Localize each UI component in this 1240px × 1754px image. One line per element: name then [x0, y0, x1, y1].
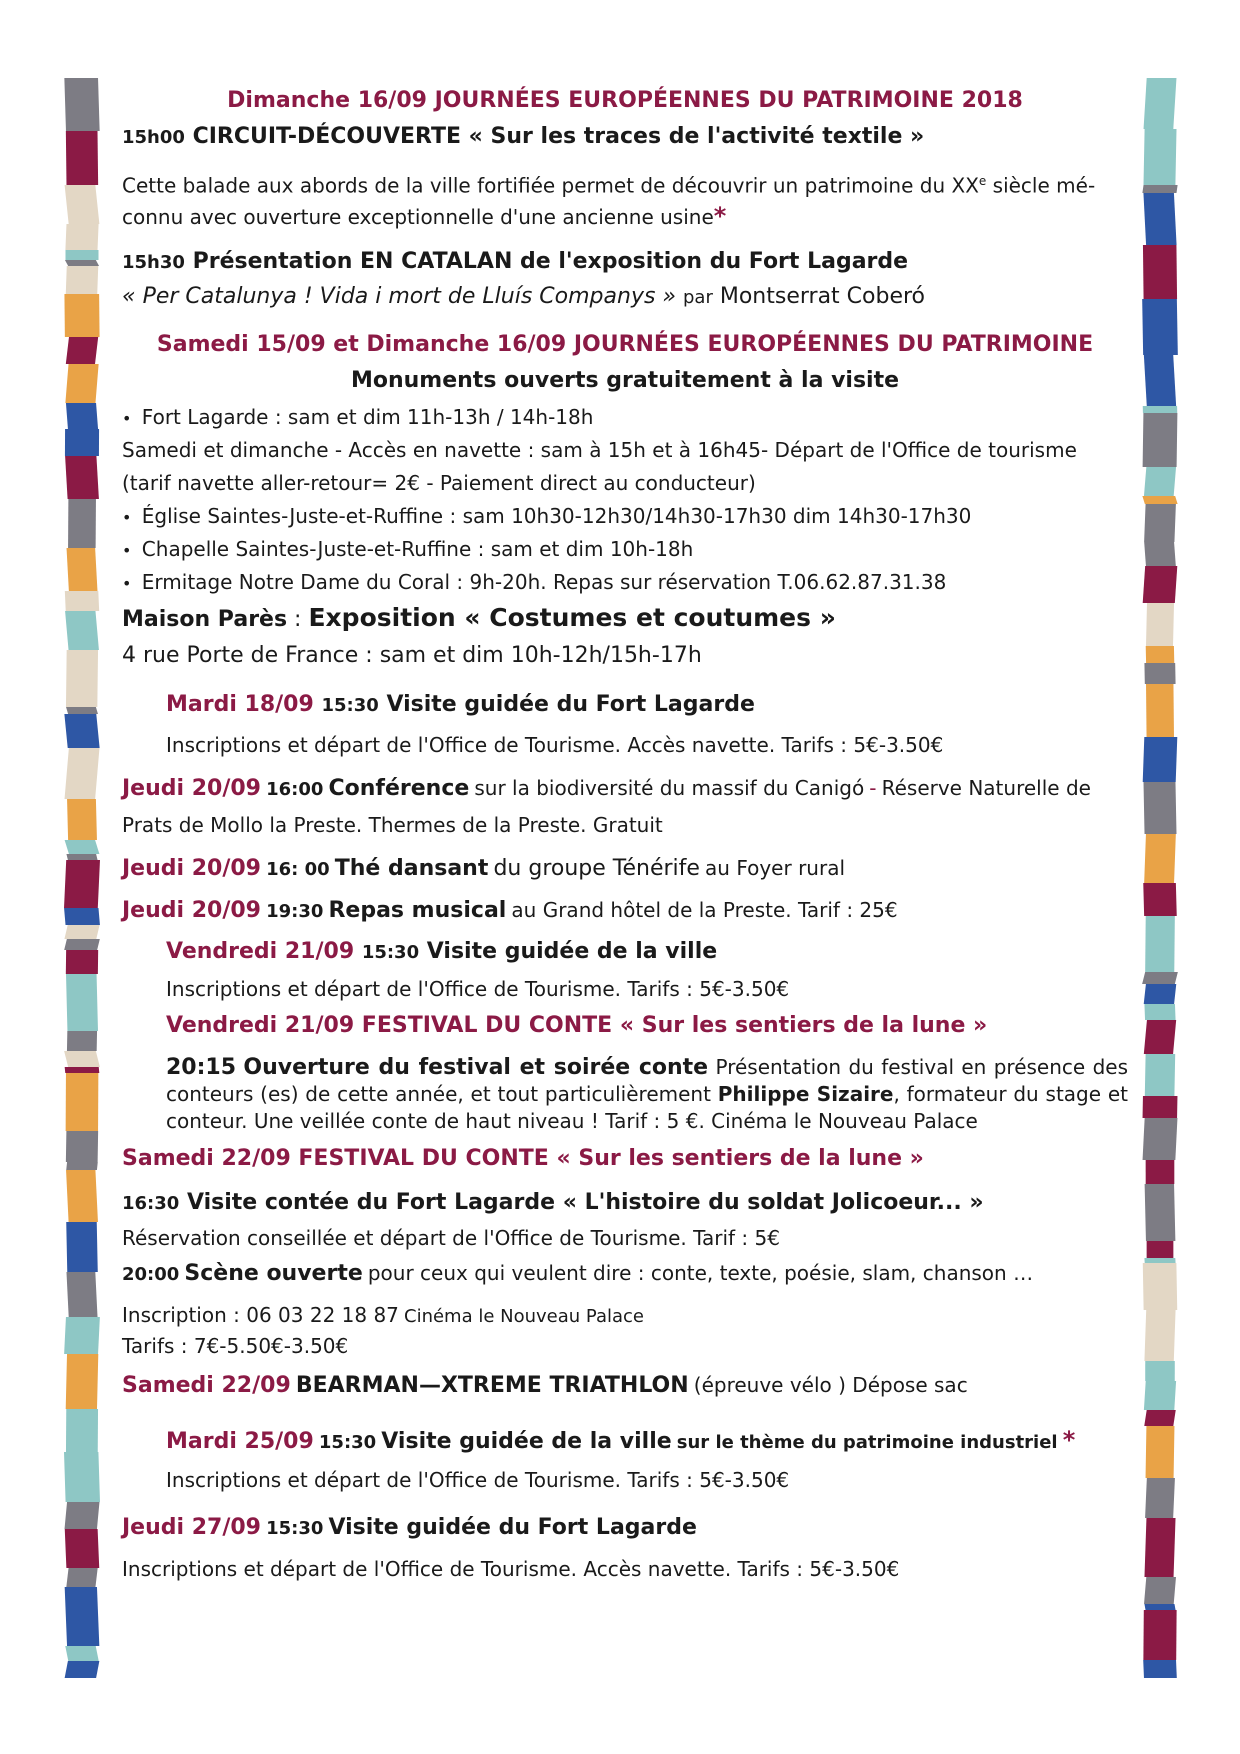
- event-date: Jeudi 27/09: [122, 1514, 261, 1540]
- event-time: 20:00: [122, 1263, 180, 1285]
- stripe-band: [65, 1661, 100, 1678]
- stripe-band: [66, 403, 98, 429]
- event-title-text: Visite guidée du Fort Lagarde: [386, 691, 755, 717]
- section-heading: Samedi 15/09 et Dimanche 16/09 JOURNÉES EUROPÉENNES DU PATRIMOINE: [156, 331, 1094, 357]
- stripe-band: [1144, 1604, 1175, 1610]
- stripe-band: [1147, 1241, 1174, 1258]
- event-info: Inscriptions et départ de l'Office de Tourisme. Accès navette. Tarifs : 5€-3.50€: [122, 1556, 900, 1581]
- event-description: sur le thème du patrimoine industriel: [676, 1431, 1058, 1453]
- stripe-band: [66, 1222, 98, 1272]
- event-title: [166, 1417, 1128, 1463]
- stripe-band: [65, 611, 99, 650]
- stripe-band: [66, 1409, 98, 1452]
- stripe-band: [64, 78, 99, 131]
- stripe-band: [1144, 1310, 1175, 1361]
- stripe-band: [66, 854, 97, 860]
- section-heading: Dimanche 16/09 JOURNÉES EUROPÉENNES DU PATRIMOINE 2018: [227, 88, 1023, 113]
- right-decorative-border: [1140, 78, 1180, 1678]
- stripe-band: [65, 591, 99, 611]
- list-item-text: Fort Lagarde : sam et dim 11h-13h / 14h-18h: [141, 404, 594, 429]
- bullet-icon: •: [122, 408, 132, 428]
- stripe-band: [1143, 883, 1176, 916]
- event-title-text: Visite guidée du Fort Lagarde: [328, 1514, 697, 1540]
- stripe-band: [1142, 496, 1177, 504]
- event-title-text: Thé dansant: [334, 855, 489, 881]
- event-mardi-25: [122, 1417, 1128, 1497]
- stripe-band: [1144, 1381, 1176, 1410]
- event-time: 16: 00: [266, 858, 330, 880]
- stripe-band: [1144, 1518, 1175, 1577]
- description-text: connu avec ouverture exceptionnelle d'une ancienne usine: [122, 204, 714, 229]
- stripe-band: [65, 1502, 100, 1529]
- event-subtitle: [122, 280, 1128, 314]
- event-description: [122, 156, 1128, 232]
- stripe-band: [1143, 406, 1177, 413]
- stripe-band: [1145, 1478, 1175, 1518]
- list-item: [122, 566, 1128, 598]
- event-title-text: Visite contée du Fort Lagarde « L'histoire du soldat Jolicoeur... »: [186, 1189, 984, 1215]
- left-decorative-border: [62, 78, 102, 1678]
- stripe-band: [1143, 566, 1178, 603]
- stripe-band: [66, 266, 98, 294]
- event-description: Prats de Mollo la Preste. Thermes de la Preste. Gratuit: [122, 812, 663, 837]
- event-jeudi-27: [122, 1507, 1128, 1589]
- event-time: 15:30: [361, 941, 420, 963]
- stripe-band: [1142, 299, 1178, 355]
- event-title: [122, 890, 1128, 930]
- event-title-text: Repas musical: [328, 897, 507, 923]
- by-label: par: [683, 286, 713, 308]
- stripe-band: [1143, 1660, 1177, 1678]
- event-jeudi-20-repas: [122, 890, 1128, 930]
- work-title: « Per Catalunya ! Vida i mort de Lluís Companys »: [122, 283, 676, 309]
- event-description: , formateur du stage et conteur. Une veillée conte de haut niveau ! Tarif : 5 €. Cinéma le Nouveau Palace: [166, 1081, 1128, 1133]
- event-info: Réservation conseillée et départ de l'Office de Tourisme. Tarif : 5€: [122, 1225, 780, 1250]
- stripe-band: [1146, 684, 1174, 737]
- stripe-band: [66, 337, 98, 364]
- stripe-band: [66, 1162, 98, 1170]
- left-stripe-svg: [62, 78, 102, 1678]
- exhibition-name: Exposition « Costumes et coutumes »: [308, 602, 836, 632]
- event-time: 16:00: [266, 778, 324, 800]
- stripe-band: [65, 260, 99, 266]
- stripe-band: [1143, 193, 1176, 245]
- stripe-band: [1144, 504, 1176, 542]
- stripe-band: [65, 1646, 98, 1661]
- event-time: 15:30: [318, 1431, 377, 1453]
- event-samedi-22-triathlon: [122, 1365, 1128, 1405]
- event-title-text: CIRCUIT-DÉCOUVERTE « Sur les traces de l'activité textile »: [192, 124, 925, 149]
- event-title-text: Ouverture du festival et soirée conte: [243, 1054, 709, 1080]
- right-stripe-svg: [1140, 78, 1180, 1678]
- stripe-band: [64, 714, 99, 748]
- stripe-band: [1143, 737, 1178, 782]
- stripe-band: [65, 1067, 100, 1073]
- festival-heading: Samedi 22/09 FESTIVAL DU CONTE « Sur les sentiers de la lune »: [122, 1145, 924, 1171]
- event-title: [166, 932, 1128, 972]
- event-date: Jeudi 20/09: [122, 855, 261, 881]
- stripe-band: [64, 1051, 100, 1067]
- event-mardi-18: [122, 686, 1128, 766]
- stripe-band: [65, 1529, 99, 1568]
- description-text: siècle mé-: [986, 173, 1096, 198]
- list-item: [122, 533, 1128, 566]
- event-info: [122, 1299, 1128, 1331]
- stripe-band: [1144, 1258, 1175, 1263]
- stripe-band: [66, 650, 98, 707]
- heritage-days-sunday-section: [122, 84, 1128, 314]
- event-program: [122, 84, 1128, 1589]
- stripe-band: [65, 748, 100, 799]
- event-jeudi-20-conference: [122, 768, 1128, 842]
- stripe-band: [1144, 542, 1176, 566]
- event-jeudi-20-the-dansant: [122, 848, 1128, 888]
- stripe-band: [64, 939, 100, 950]
- event-title-text: Scène ouverte: [184, 1260, 363, 1286]
- list-item: [122, 500, 1128, 533]
- event-time: 15:30: [266, 1517, 324, 1539]
- stripe-band: [67, 1031, 97, 1051]
- stripe-band: [1144, 834, 1176, 883]
- stripe-band: [1144, 467, 1176, 496]
- stripe-band: [1142, 972, 1178, 984]
- stripe-band: [66, 1568, 97, 1587]
- stripe-band: [1145, 916, 1175, 972]
- stripe-band: [64, 908, 100, 925]
- stripe-band: [1144, 78, 1177, 129]
- event-title: [166, 686, 1128, 724]
- stripe-band: [66, 250, 99, 260]
- stripe-band: [66, 1354, 99, 1409]
- bullet-icon: •: [122, 573, 132, 593]
- event-info: Inscriptions et départ de l'Office de Tourisme. Tarifs : 5€-3.50€: [166, 1467, 790, 1492]
- event-time: 20:15: [166, 1054, 237, 1080]
- description-text: Cette balade aux abords de la ville fortifiée permet de découvrir un patrimoine du XX: [122, 173, 979, 198]
- event-description: Réserve Naturelle de: [881, 775, 1091, 800]
- stripe-band: [68, 499, 96, 548]
- bullet-icon: •: [122, 507, 132, 527]
- stripe-band: [66, 950, 98, 974]
- stripe-band: [1144, 355, 1176, 406]
- stripe-band: [65, 364, 98, 403]
- stripe-band: [1145, 1361, 1175, 1381]
- asterisk-mark: *: [713, 201, 727, 230]
- stripe-band: [1144, 1410, 1175, 1426]
- stripe-band: [1143, 129, 1176, 185]
- stripe-band: [65, 224, 98, 250]
- event-time: 15:30: [321, 694, 379, 716]
- venue-name: Cinéma le Nouveau Palace: [404, 1305, 644, 1327]
- stripe-band: [66, 1170, 98, 1222]
- event-description: (épreuve vélo ) Dépose sac: [693, 1372, 968, 1397]
- event-time: 15h00: [122, 127, 185, 148]
- separator: :: [287, 606, 309, 632]
- stripe-band: [64, 294, 99, 337]
- stripe-band: [1144, 1004, 1175, 1020]
- event-title: [122, 1183, 1128, 1223]
- event-title-text: Conférence: [328, 775, 470, 801]
- event-title: [122, 1507, 1128, 1549]
- event-title: [122, 848, 1128, 888]
- stripe-band: [1143, 1263, 1177, 1310]
- dash: -: [869, 775, 877, 800]
- event-title-text: Visite guidée de la ville: [426, 938, 718, 964]
- event-description: pour ceux qui veulent dire : conte, texte, poésie, slam, chanson …: [367, 1260, 1034, 1285]
- stripe-band: [64, 925, 99, 939]
- event-title: [122, 244, 1128, 280]
- event-description: au Grand hôtel de la Preste. Tarif : 25€: [511, 897, 898, 922]
- event-vendredi-21-visite: [122, 932, 1128, 1006]
- shuttle-info: [122, 434, 1128, 500]
- event-title-text: BEARMAN—XTREME TRIATHLON: [295, 1372, 689, 1398]
- event-title: [122, 1365, 1128, 1405]
- stripe-band: [67, 548, 98, 591]
- stripe-band: [66, 1272, 97, 1317]
- heritage-days-weekend-section: [122, 328, 1128, 598]
- stripe-band: [65, 1587, 100, 1646]
- shuttle-line: Samedi et dimanche - Accès en navette : sam à 15h et à 16h45- Départ de l'Office de tourisme: [122, 437, 1077, 462]
- stripe-band: [66, 707, 98, 714]
- stripe-band: [1144, 1020, 1176, 1054]
- event-date: Jeudi 20/09: [122, 897, 261, 923]
- stripe-band: [1146, 646, 1175, 663]
- price-info: Tarifs : 7€-5.50€-3.50€: [122, 1333, 349, 1358]
- festival-opening: [166, 1054, 1128, 1135]
- shuttle-line: (tarif navette aller-retour= 2€ - Paiement direct au conducteur): [122, 470, 756, 495]
- author-name: Montserrat Coberó: [719, 283, 926, 309]
- stripe-band: [1144, 663, 1175, 684]
- event-description: Présentation du festival en présence des conteurs (es) de cette année, et tout particulièrement: [166, 1054, 1129, 1106]
- event-info: Inscriptions et départ de l'Office de Tourisme. Accès navette. Tarifs : 5€-3.50€: [166, 732, 944, 757]
- event-title: [122, 118, 1128, 156]
- exhibition-address: 4 rue Porte de France : sam et dim 10h-12h/15h-17h: [122, 642, 702, 668]
- stripe-band: [64, 1452, 100, 1502]
- event-title: [122, 768, 1128, 808]
- stripe-band: [1143, 1096, 1178, 1118]
- stripe-band: [65, 840, 100, 854]
- event-time: 15h30: [122, 251, 185, 273]
- stripe-band: [65, 185, 100, 224]
- event-date: Jeudi 20/09: [122, 775, 261, 801]
- stripe-band: [1146, 1160, 1175, 1184]
- event-date: Mardi 18/09: [166, 691, 314, 717]
- event-description: au Foyer rural: [705, 855, 846, 880]
- stripe-band: [66, 1073, 99, 1131]
- stripe-band: [67, 799, 97, 840]
- stripe-band: [1144, 1577, 1176, 1604]
- stripe-band: [65, 429, 99, 456]
- stripe-band: [1145, 1054, 1175, 1096]
- stripe-band: [65, 456, 99, 499]
- stripe-band: [66, 131, 98, 185]
- stripe-band: [66, 1131, 98, 1162]
- section-subheading: Monuments ouverts gratuitement à la visite: [350, 367, 900, 393]
- stripe-band: [1145, 1184, 1176, 1241]
- event-date: Samedi 22/09: [122, 1372, 291, 1398]
- event-time: 19:30: [266, 900, 324, 922]
- exhibition-section: [122, 598, 1128, 674]
- event-description: du groupe Ténérife: [493, 855, 700, 881]
- superscript: e: [978, 174, 987, 188]
- event-samedi-22-festival: [122, 1139, 1128, 1361]
- stripe-band: [64, 860, 100, 908]
- stripe-band: [1144, 984, 1177, 1004]
- event-info: Inscriptions et départ de l'Office de Tourisme. Tarifs : 5€-3.50€: [166, 976, 790, 1001]
- event-date: Vendredi 21/09: [166, 938, 355, 964]
- stripe-band: [1142, 185, 1177, 193]
- festival-heading: Vendredi 21/09 FESTIVAL DU CONTE « Sur les sentiers de la lune »: [166, 1012, 988, 1038]
- stripe-band: [1143, 245, 1177, 299]
- asterisk-mark: *: [1062, 1425, 1076, 1454]
- storyteller-name: Philippe Sizaire: [717, 1081, 894, 1106]
- stripe-band: [1143, 1118, 1178, 1160]
- stripe-band: [1144, 782, 1177, 834]
- stripe-band: [1143, 413, 1178, 467]
- exhibition-title: [122, 598, 1128, 638]
- list-item: [122, 400, 1128, 434]
- list-item-text: Église Saintes-Juste-et-Ruffine : sam 10h30-12h30/14h30-17h30 dim 14h30-17h30: [141, 503, 972, 528]
- stripe-band: [1146, 603, 1174, 646]
- event-title-text: Visite guidée de la ville: [381, 1428, 672, 1454]
- event-time: 16:30: [122, 1192, 180, 1214]
- stripe-band: [66, 974, 98, 1031]
- event-title: [122, 1253, 1128, 1293]
- event-title-text: Présentation EN CATALAN de l'exposition du Fort Lagarde: [192, 248, 909, 274]
- venue-name: Maison Parès: [122, 606, 288, 632]
- event-date: Mardi 25/09: [166, 1428, 314, 1454]
- stripe-band: [64, 1317, 100, 1354]
- list-item-text: Chapelle Saintes-Juste-et-Ruffine : sam et dim 10h-18h: [141, 536, 694, 561]
- event-description: sur la biodiversité du massif du Canigó: [474, 775, 865, 800]
- event-vendredi-21-festival: [122, 1006, 1128, 1135]
- stripe-band: [1143, 1610, 1176, 1660]
- stripe-band: [1146, 1426, 1175, 1478]
- phone-number: Inscription : 06 03 22 18 87: [122, 1302, 399, 1327]
- list-item-text: Ermitage Notre Dame du Coral : 9h-20h. Repas sur réservation T.06.62.87.31.38: [141, 569, 947, 594]
- bullet-icon: •: [122, 540, 132, 560]
